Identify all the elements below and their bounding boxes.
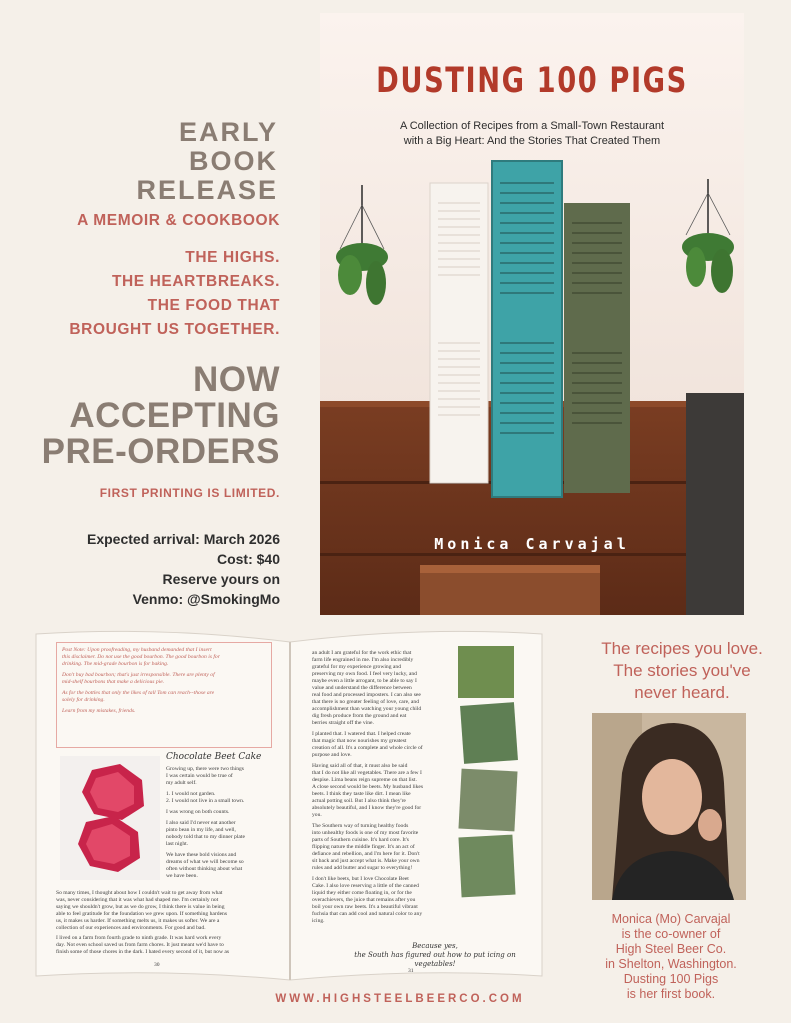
tagline-line: never heard. bbox=[634, 683, 730, 702]
text-line: creation of all. It's a complete and whole circle of bbox=[312, 745, 423, 751]
disclaimer-box bbox=[56, 642, 272, 748]
cover-subtitle-line: A Collection of Recipes from a Small-Town Restaurant bbox=[399, 120, 665, 132]
cover-subtitle-line: with a Big Heart: And the Stories That Created Them bbox=[403, 135, 661, 147]
expected-arrival: Expected arrival: March 2026 bbox=[87, 531, 280, 547]
text-line: that there is no greater feeling of love, care, and bbox=[312, 699, 420, 705]
child-photo-2 bbox=[458, 769, 517, 832]
text-line: boil your own raw beets. It's a beautiful vibrant bbox=[312, 904, 418, 910]
child-photo-3 bbox=[458, 835, 515, 898]
text-line: icing. bbox=[312, 918, 325, 924]
recipes-tagline bbox=[584, 638, 780, 704]
text-line: 2. I would not live in a small town. bbox=[166, 798, 245, 804]
text-line: real food and processed imposters. I can also see bbox=[312, 692, 421, 698]
text-line: fuchsia that can add cool and natural color to any bbox=[312, 911, 423, 917]
text-line: farm life engrained in me. I'm also incredibly bbox=[312, 657, 414, 663]
bio-line: in Shelton, Washington. bbox=[605, 957, 737, 971]
text-line: that magic that now nourishes my greatest bbox=[312, 738, 407, 744]
now-line: NOW bbox=[192, 360, 280, 399]
text-line: an adult I am grateful for the work ethic that bbox=[312, 650, 412, 656]
book-cover bbox=[320, 13, 744, 615]
text-line: was, never considering that it was what had shaped me. I'm certainly not bbox=[56, 897, 219, 903]
text-line: last night. bbox=[166, 841, 189, 847]
note-line: mid-shelf bourbons that make a delicious pie. bbox=[62, 679, 165, 685]
text-line: we have been. bbox=[166, 873, 198, 879]
tagline bbox=[40, 246, 280, 342]
text-line: 1. I would not garden. bbox=[166, 791, 216, 797]
cover-subtitle bbox=[320, 119, 744, 149]
disclaimer-text bbox=[57, 643, 271, 719]
text-line: So many times, I thought about how I couldn't wait to get away from what bbox=[56, 890, 223, 896]
cost: Cost: $40 bbox=[216, 551, 280, 567]
recipe-title: Chocolate Beet Cake bbox=[166, 752, 262, 762]
early-release-heading bbox=[60, 118, 278, 205]
text-line: I planted that. I watered that. I helped create bbox=[312, 731, 411, 737]
text-line: The Southern way of turning healthy foods bbox=[312, 823, 409, 829]
text-line: beets. I think they taste like dirt. I mean like bbox=[312, 791, 411, 797]
garden-photo bbox=[458, 646, 514, 698]
bio-line: Monica (Mo) Carvajal bbox=[611, 912, 731, 926]
text-line: I was wrong on both counts. bbox=[166, 809, 230, 815]
order-info bbox=[30, 529, 280, 609]
text-line: overachievers, the juice that remains after you bbox=[312, 897, 416, 903]
tagline-line: The recipes you love. bbox=[601, 639, 763, 658]
note-line: Post Note: Upon proofreading, my husband demanded that I insert bbox=[62, 647, 212, 653]
script-line: Because yes, bbox=[412, 942, 458, 950]
website-link[interactable]: WWW.HIGHSTEELBEERCO.COM bbox=[275, 993, 525, 1005]
tagline-line: BROUGHT US TOGETHER. bbox=[69, 321, 280, 338]
text-line: saying we shouldn't grow, but as we do grow, I think there is value in being bbox=[56, 904, 225, 910]
text-line: that I do not like all vegetables. There are a few I bbox=[312, 770, 422, 776]
text-line: purpose and love. bbox=[312, 752, 352, 758]
memoir-cookbook-label: A MEMOIR & COOKBOOK bbox=[77, 212, 280, 229]
text-line: sit back and just accept what is. Make your own bbox=[312, 858, 420, 864]
pre-orders-line: PRE-ORDERS bbox=[41, 432, 280, 471]
bio-line: is her first book. bbox=[626, 987, 716, 1001]
bio-line: Dusting 100 Pigs bbox=[623, 972, 719, 986]
recipe-intro bbox=[166, 766, 284, 880]
text-line: my adult self. bbox=[166, 780, 197, 786]
text-line: We have these bold visions and bbox=[166, 852, 237, 858]
note-line: this disclaimer. Do not use the good bourbon. The good bourbon is for bbox=[62, 654, 220, 660]
text-line: into unhealthy foods is one of my most favorite bbox=[312, 830, 419, 836]
note-line: As for the bottles that only the likes of tall Tom can reach--those are bbox=[62, 690, 215, 696]
open-book-spread bbox=[30, 628, 552, 988]
text-line: I also said I'd never eat another bbox=[166, 820, 236, 826]
text-line: I was certain would be true of bbox=[166, 773, 233, 779]
text-line: defiance and rebellion, and I'm here for it. Don't bbox=[312, 851, 420, 857]
text-line: grateful for my experience growing and bbox=[312, 664, 401, 670]
tagline-line: THE FOOD THAT bbox=[147, 297, 280, 314]
text-line: I don't like beets, but I love Chocolate Beet bbox=[312, 876, 409, 882]
author-portrait-icon bbox=[592, 713, 746, 900]
note-line: solely for drinking. bbox=[62, 697, 105, 703]
text-line: accomplishment than watching your young child bbox=[312, 706, 422, 712]
left-page-body bbox=[56, 890, 280, 956]
text-line: dig fresh produce from the ground and eat bbox=[312, 713, 407, 719]
cover-author: Monica Carvajal bbox=[434, 535, 630, 553]
right-page-body bbox=[312, 650, 452, 925]
note-line: drinking. The mid-grade bourbon is for baking. bbox=[62, 661, 169, 667]
text-line: you. bbox=[312, 812, 322, 818]
text-line: liquid they either come floating in, or for the bbox=[312, 890, 412, 896]
venmo-handle[interactable]: Venmo: @SmokingMo bbox=[132, 591, 280, 607]
text-line: I lived on a farm from fourth grade to ninth grade. It was hard work every bbox=[56, 935, 222, 941]
text-line: us, it makes us harder. If something melts us, it makes us softer. We are a bbox=[56, 918, 220, 924]
tagline-line: The stories you've bbox=[613, 661, 751, 680]
text-line: nobody told that to my dinner plate bbox=[166, 834, 245, 840]
book-release-line: BOOK RELEASE bbox=[136, 146, 278, 205]
text-line: despise. Lima beans reign supreme on that list. bbox=[312, 777, 417, 783]
script-caption bbox=[350, 942, 520, 969]
page-number-left: 30 bbox=[154, 962, 160, 968]
text-line: collection of our experiences and environments. For good and bad. bbox=[56, 925, 206, 931]
page-number-right: 31 bbox=[408, 968, 414, 974]
text-line: rules and add butter and sugar to everything! bbox=[312, 865, 413, 871]
text-line: finish some of those chores in the dark. I hated every second of it, but now as bbox=[56, 949, 230, 955]
reserve-text: Reserve yours on bbox=[162, 571, 280, 587]
author-bio bbox=[578, 912, 764, 1002]
cover-title: DUSTING 100 PIGS bbox=[376, 61, 688, 101]
early-line: EARLY bbox=[178, 117, 278, 147]
preorder-heading bbox=[30, 362, 280, 470]
text-line: A close second would be beets. My husband likes bbox=[312, 784, 424, 790]
bio-line: is the co-owner of bbox=[621, 927, 721, 941]
text-line: berries straight off the vine. bbox=[312, 720, 374, 726]
text-line: Growing up, there were two things bbox=[166, 766, 244, 772]
text-line: maybe even a little arrogant, to be able to say I bbox=[312, 678, 417, 684]
bio-line: High Steel Beer Co. bbox=[615, 942, 727, 956]
tagline-line: THE HIGHS. bbox=[185, 249, 280, 266]
text-line: parts of Southern cuisine. It's hard core. It's bbox=[312, 837, 409, 843]
text-line: Having said all of that, it must also be said bbox=[312, 763, 408, 769]
text-line: value and understand the difference between bbox=[312, 685, 412, 691]
cover-illustration bbox=[320, 13, 744, 615]
tagline-line: THE HEARTBREAKS. bbox=[111, 273, 280, 290]
script-line: the South has figured out how to put icing on vegetables! bbox=[354, 951, 516, 968]
text-line: preserving my own food. I feel very lucky, and bbox=[312, 671, 417, 677]
note-line: Don't buy bad bourbon; that's just irresponsible. There are plenty of bbox=[62, 672, 215, 678]
text-line: Cake. I also love reserving a little of the canned bbox=[312, 883, 419, 889]
text-line: able to feel gratitude for the foundation we grew upon. If something hardens bbox=[56, 911, 228, 917]
accepting-line: ACCEPTING bbox=[69, 396, 280, 435]
text-line: flipping nature the middle finger. It's an act of bbox=[312, 844, 415, 850]
text-line: actual potting soil. But I also think they're bbox=[312, 798, 406, 804]
text-line: absolutely beautiful, and I know they're good for bbox=[312, 805, 422, 811]
beet-slices-icon bbox=[60, 756, 160, 880]
note-line: Learn from my mistakes, friends. bbox=[62, 708, 136, 714]
beets-photo bbox=[60, 756, 160, 880]
text-line: pinto bean in my life, and well, bbox=[166, 827, 236, 833]
text-line: dreams of what we will become so bbox=[166, 859, 244, 865]
text-line: often without thinking about what bbox=[166, 866, 243, 872]
author-photo bbox=[592, 713, 746, 900]
child-photo-1 bbox=[460, 702, 518, 764]
limited-printing-note: FIRST PRINTING IS LIMITED. bbox=[99, 486, 280, 500]
text-line: day. Not even school saved us from farm chores. It just meant we'd have to bbox=[56, 942, 224, 948]
